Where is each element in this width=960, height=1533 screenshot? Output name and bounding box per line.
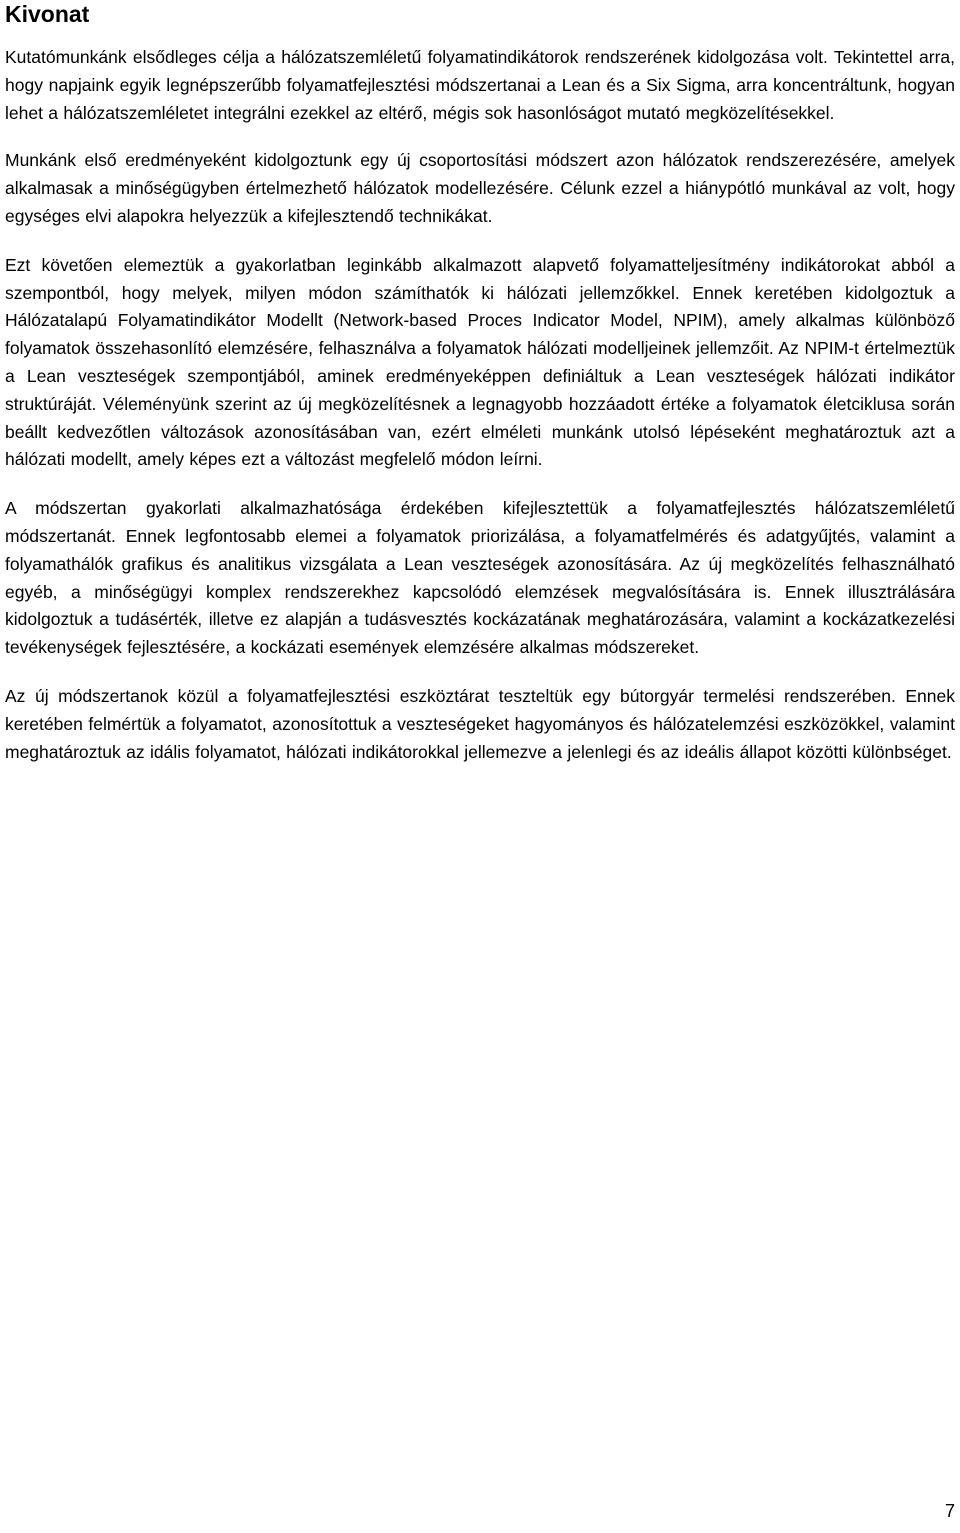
section-title: Kivonat: [5, 1, 90, 27]
paragraph-4: A módszertan gyakorlati alkalmazhatósága érdekében kifejlesztettük a folyamatfejlesztés hálózatszemléletű módszertanát. Ennek legfontosabb elemei a folyamatok priorizálása, a folyamatfelmérés és adatgyűjtés, valamint a folyamathálók grafikus és analitikus vizsgálata a Lean veszteségek azonosítására. Az új megközelítés felhasználható egyéb, a minőségügyi komplex rendszerekhez kapcsolódó elemzések megvalósítására is. Ennek illusztrálására kidolgoztuk a tudásérték, illetve ez alapján a tudásvesztés kockázatának meghatározására, valamint a kockázatkezelési tevékenységek fejlesztésére, a kockázati események elemzésére alkalmas módszereket.: [5, 498, 955, 658]
paragraph-5: Az új módszertanok közül a folyamatfejlesztési eszköztárat teszteltük egy bútorgyár termelési rendszerében. Ennek keretében felmértük a folyamatot, azonosítottuk a veszteségeket hagyományos és hálózatelemzési eszközökkel, valamint meghatároztuk az idális folyamatot, hálózati indikátorokkal jellemezve a jelenlegi és az ideális állapot közötti különbséget.: [5, 685, 955, 762]
paragraph-3: Ezt követően elemeztük a gyakorlatban leginkább alkalmazott alapvető folyamatteljesítmény indikátorokat abból a szempontból, hogy melyek, milyen módon számíthatók ki hálózati jellemzőkkel. Ennek keretében kidolgoztuk a Hálózatalapú Folyamatindikátor Modellt (Network-based Proces Indicator Model, NPIM), amely alkalmas különböző folyamatok összehasonlító elemzésére, felhasználva a folyamatok hálózati modelljeinek jellemzőit. Az NPIM-t értelmeztük a Lean veszteségek szempontjából, aminek eredményeképpen definiáltuk a Lean veszteségek hálózati indikátor struktúráját. Véleményünk szerint az új megközelítésnek a legnagyobb hozzáadott értéke a folyamatok életciklusa során beállt kedvezőtlen változások azonosításában van, ezért elméleti munkánk utolsó lépéseként meghatároztuk azt a hálózati modellt, amely képes ezt a változást megfelelő módon leírni.: [5, 254, 955, 470]
document-page: [5, 0, 955, 766]
paragraph-2: Munkánk első eredményeként kidolgoztunk egy új csoportosítási módszert azon hálózatok rendszerezésére, amelyek alkalmasak a minőségügyben értelmezhető hálózatok modellezésére. Célunk ezzel a hiánypótló munkával az volt, hogy egységes elvi alapokra helyezzük a kifejlesztendő technikákat.: [5, 150, 955, 226]
paragraph-1: Kutatómunkánk elsődleges célja a hálózatszemléletű folyamatindikátorok rendszerének kidolgozása volt. Tekintettel arra, hogy napjaink egyik legnépszerűbb folyamatfejlesztési módszertanai a Lean és a Six Sigma, arra koncentráltunk, hogyan lehet a hálózatszemléletet integrálni ezekkel az eltérő, mégis sok hasonlóságot mutató megközelítésekkel.: [5, 47, 955, 123]
page-number: 7: [944, 1501, 955, 1521]
